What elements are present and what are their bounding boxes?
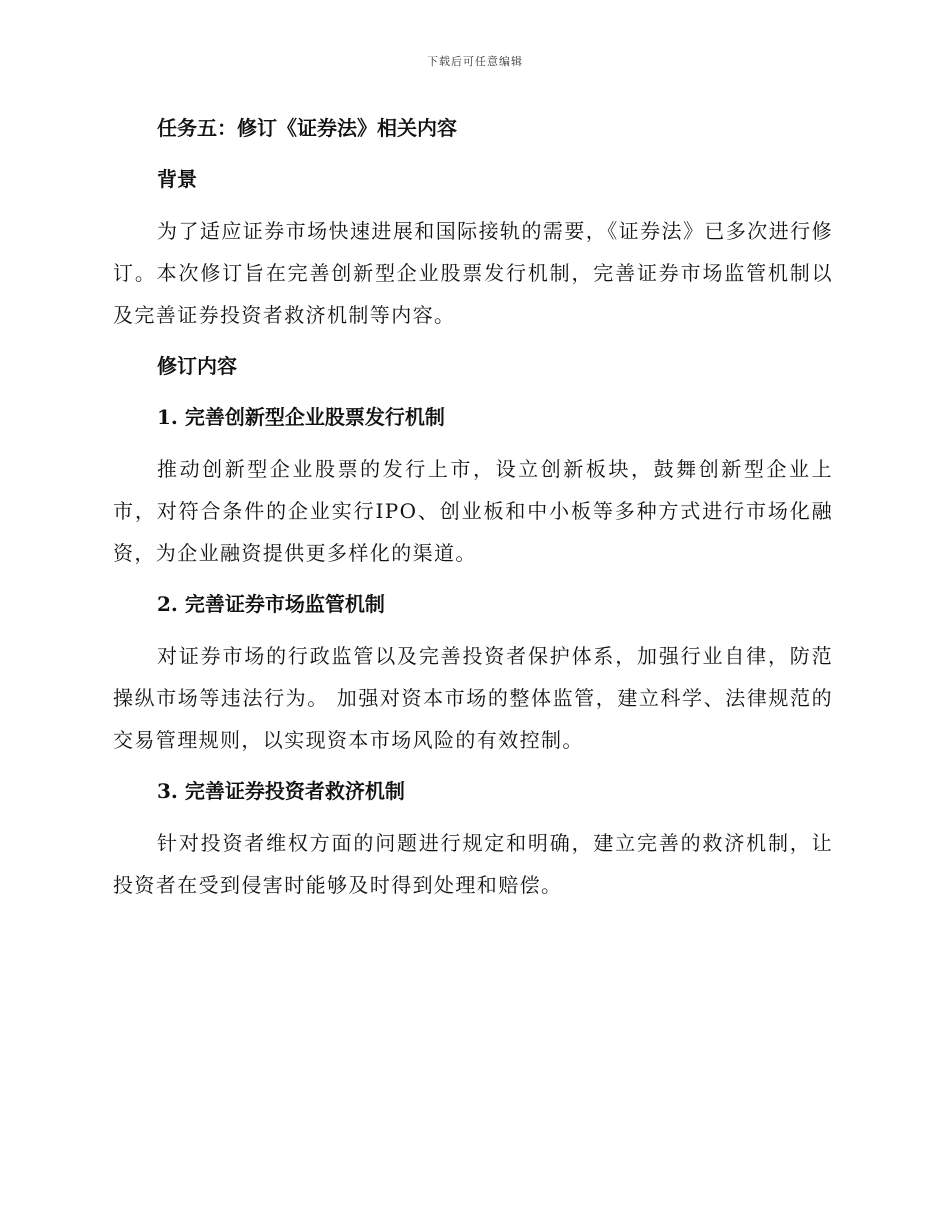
background-paragraph: 为了适应证券市场快速进展和国际接轨的需要，《证券法》已多次进行修订。本次修订旨在完善创新型企业股票发行机制，完善证券市场监管机制以及完善证券投资者救济机制等内容。 (113, 219, 833, 327)
background-heading: 背景 (157, 167, 197, 191)
document-body (113, 108, 833, 916)
section-heading-1: 1. 完善创新型企业股票发行机制 (157, 405, 445, 429)
section-heading-3: 3. 完善证券投资者救济机制 (157, 779, 405, 803)
section-paragraph-2: 对证券市场的行政监管以及完善投资者保护体系，加强行业自律，防范操纵市场等违法行为。 加强对资本市场的整体监管，建立科学、法律规范的交易管理规则，以实现资本市场风险的有效控制。 (113, 644, 833, 752)
page-header: 下载后可任意编辑 (427, 55, 523, 68)
revision-heading: 修订内容 (157, 354, 237, 378)
document-title: 任务五：修订《证券法》相关内容 (157, 116, 457, 140)
section-paragraph-3: 针对投资者维权方面的问题进行规定和明确，建立完善的救济机制，让投资者在受到侵害时能够及时得到处理和赔偿。 (113, 831, 833, 897)
section-paragraph-1: 推动创新型企业股票的发行上市，设立创新板块，鼓舞创新型企业上市，对符合条件的企业实行IPO、创业板和中小板等多种方式进行市场化融资，为企业融资提供更多样化的渠道。 (113, 457, 833, 565)
section-heading-2: 2. 完善证券市场监管机制 (157, 592, 385, 616)
